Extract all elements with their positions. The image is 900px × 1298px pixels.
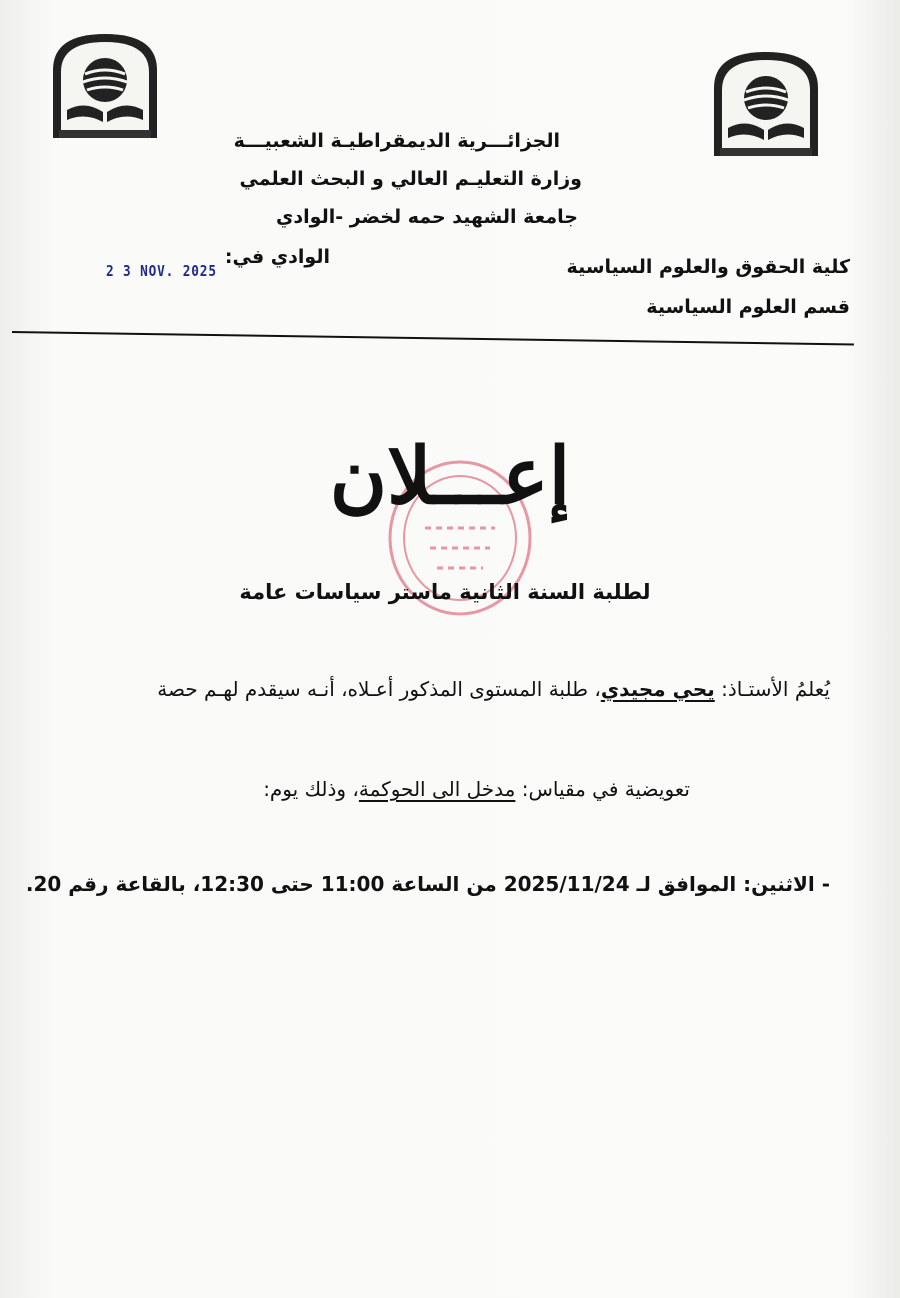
header-divider — [12, 331, 854, 345]
university-name: جامعة الشهيد حمه لخضر -الوادي — [276, 206, 578, 228]
department-name: قسم العلوم السياسية — [646, 296, 850, 318]
ministry-name: وزارة التعليـم العالي و البحث العلمي — [239, 168, 582, 190]
announcement-title: إعـــلان — [329, 431, 571, 522]
schedule-line: - الاثنين: الموافق لـ 2025/11/24 من الساعة 11:00 حتى 12:30، بالقاعة رقم 20. — [25, 872, 830, 896]
country-name: الجزائـــرية الديمقراطيـة الشعبيـــة — [233, 130, 560, 152]
faculty-name: كلية الحقوق والعلوم السياسية — [566, 256, 850, 278]
subject-name: مدخل الى الحوكمة — [358, 777, 516, 801]
line2-suffix: ، وذلك يوم: — [263, 777, 359, 801]
date-stamp: 2 3 NOV. 2025 — [106, 262, 217, 280]
professor-name: يحي مجيدي — [600, 677, 715, 701]
city-date-label: الوادي في: — [224, 246, 330, 268]
university-logo-left-icon — [45, 30, 165, 145]
line2-prefix: تعويضية في مقياس: — [515, 777, 690, 801]
university-logo-right-icon — [706, 48, 826, 163]
body-line-subject — [263, 777, 690, 801]
line1-prefix: يُعلمُ الأستـاذ: — [714, 677, 830, 701]
body-line-professor — [157, 677, 830, 701]
line1-suffix: ، طلبة المستوى المذكور أعـلاه، أنـه سيقدم لهـم حصة — [157, 677, 601, 701]
announcement-subtitle: لطلبة السنة الثانية ماستر سياسات عامة — [239, 580, 651, 604]
